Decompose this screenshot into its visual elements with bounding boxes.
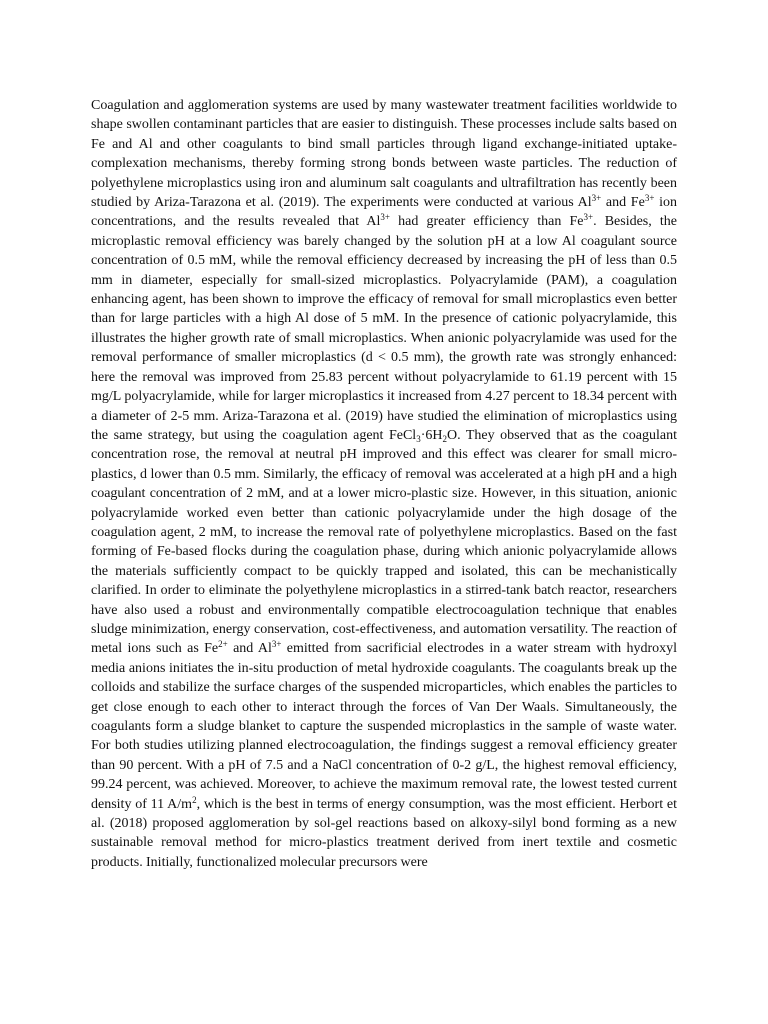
body-paragraph <box>91 96 677 872</box>
text-run: ·6H <box>420 427 443 443</box>
text-run: O. They observed that as the coagulant concentration rose, the removal at neutral pH improved and this effect was clearer for small micro-plastics, d lower than 0.5 mm. Similarly, the efficacy of removal was accelerated at a high pH and a high coagulant concentration of 2 mM, and at a lower micro-plastic size. However, in this situation, anionic polyacrylamide worked even better than cationic polyacrylamide under the high dosage of the coagulation agent, 2 mM, to increase the removal rate of polyethylene microplastics. Based on the fast forming of Fe-based flocks during the coagulation phase, during which anionic polyacrylamide allows the materials sufficiently compact to be quickly trapped and isolated, this can be mechanistically clarified. In order to eliminate the polyethylene microplastics in a stirred-tank batch reactor, researchers have also used a robust and environmentally compatible electrocoagulation technique that enables sludge minimization, energy conservation, cost-effectiveness, and automation versatility. The reaction of metal ions such as Fe <box>91 427 677 657</box>
text-run: Coagulation and agglomeration systems are used by many wastewater treatment facilities worldwide to shape swollen contaminant particles that are easier to distinguish. These processes include salts based on Fe and Al and other coagulants to bind small particles through ligand exchange-initiated uptake-complexation mechanisms, thereby forming strong bonds between waste particles. The reduction of polyethylene microplastics using iron and aluminum salt coagulants and ultrafiltration has recently been studied by Ariza-Tarazona et al. (2019). The experiments were conducted at various Al <box>91 98 677 211</box>
document-page <box>91 96 677 872</box>
text-run: had greater efficiency than Fe <box>389 214 584 230</box>
superscript: 2+ <box>218 639 228 650</box>
superscript: 2 <box>192 794 197 805</box>
text-run: ion concentrations, and the results revealed that Al <box>91 195 677 230</box>
superscript: 3+ <box>380 212 390 223</box>
text-run: and Fe <box>601 195 645 211</box>
text-run: emitted from sacrificial electrodes in a water stream with hydroxyl media anions initiates the in-situ production of metal hydroxide coagulants. The coagulants break up the colloids and stabilize the surface charges of the suspended microparticles, which enables the particles to get close enough to each other to interact through the forces of Van Der Waals. Simultaneously, the coagulants form a sludge blanket to capture the suspended microplastics in the sample of waste water. For both studies utilizing planned electrocoagulation, the findings suggest a removal efficiency greater than 90 percent. With a pH of 7.5 and a NaCl concentration of 0-2 g/L, the highest removal efficiency, 99.24 percent, was achieved. Moreover, to achieve the maximum removal rate, the lowest tested current density of 11 A/m <box>91 641 677 812</box>
superscript: 3+ <box>591 193 602 204</box>
subscript: 2 <box>442 433 447 444</box>
superscript: 3+ <box>271 639 282 650</box>
superscript: 3+ <box>644 193 655 204</box>
text-run: and Al <box>227 641 272 657</box>
superscript: 3+ <box>583 212 594 223</box>
text-run: , which is the best in terms of energy consumption, was the most efficient. Herbort et al. (2018) proposed agglomeration by sol-gel reactions based on alkoxy-silyl bond forming as a new sustainable removal method for micro-plastics treatment derived from inert textile and cosmetic products. Initially, functionalized molecular precursors were <box>91 796 677 870</box>
subscript: 3 <box>416 433 421 444</box>
text-run: . Besides, the microplastic removal efficiency was barely changed by the solution pH at a low Al coagulant source concentration of 0.5 mM, while the removal efficiency decreased by increasing the pH of less than 0.5 mm in diameter, especially for small-sized microplastics. Polyacrylamide (PAM), a coagulation enhancing agent, has been shown to improve the efficacy of removal for small microplastics even better than for large particles with a high Al dose of 5 mM. In the presence of cationic polyacrylamide, this illustrates the higher growth rate of small microplastics. When anionic polyacrylamide was used for the removal performance of smaller microplastics (d < 0.5 mm), the growth rate was strongly enhanced: here the removal was improved from 25.83 percent without polyacrylamide to 61.19 percent with 15 mg/L polyacrylamide, while for larger microplastics it increased from 4.27 percent to 18.34 percent with a diameter of 2-5 mm. Ariza-Tarazona et al. (2019) have studied the elimination of microplastics using the same strategy, but using the coagulation agent FeCl <box>91 214 677 443</box>
